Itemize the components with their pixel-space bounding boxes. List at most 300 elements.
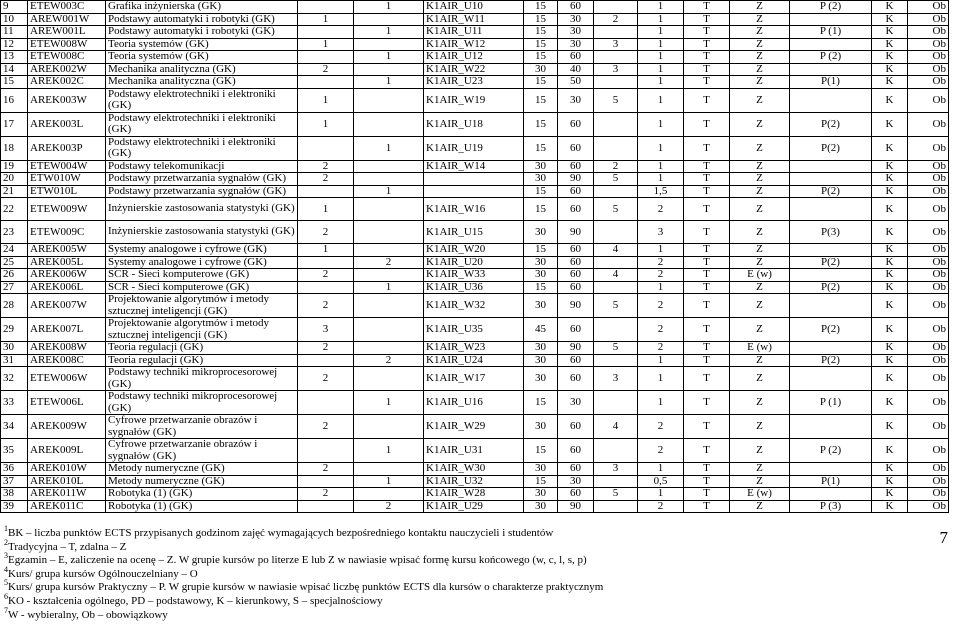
cell-form: T <box>684 463 730 476</box>
table-row <box>1 173 949 186</box>
cell-zzu-hours: 15 <box>524 391 558 415</box>
cell-ects: 2 <box>594 13 638 26</box>
cell-row-number: 20 <box>1 173 28 186</box>
cell-hours-a <box>298 76 354 89</box>
cell-bk-ects: 2 <box>638 439 684 463</box>
cell-course-code: AREK005W <box>28 244 106 257</box>
cell-course-status: Ob <box>908 63 949 76</box>
cell-bk-ects: 1 <box>638 76 684 89</box>
cell-course-code: AREK009W <box>28 415 106 439</box>
table-row <box>1 244 949 257</box>
cell-hours-a <box>298 1 354 14</box>
cell-hours-a: 2 <box>298 294 354 318</box>
cell-form: T <box>684 281 730 294</box>
cell-bk-ects: 1 <box>638 391 684 415</box>
cell-row-number: 9 <box>1 1 28 14</box>
cell-hours-b <box>354 463 424 476</box>
table-row <box>1 318 949 342</box>
cell-cnps-hours: 60 <box>558 256 594 269</box>
cell-cnps-hours: 60 <box>558 160 594 173</box>
cell-row-number: 17 <box>1 112 28 136</box>
cell-exam-form: E (w) <box>730 269 790 282</box>
cell-zzu-hours: 30 <box>524 294 558 318</box>
cell-practical <box>790 269 872 282</box>
cell-course-name: Teoria systemów (GK) <box>106 51 298 64</box>
cell-zzu-hours: 30 <box>524 173 558 186</box>
cell-exam-form: Z <box>730 38 790 51</box>
cell-bk-ects: 1 <box>638 13 684 26</box>
cell-course-status: Ob <box>908 342 949 355</box>
cell-zzu-hours: 15 <box>524 13 558 26</box>
cell-cnps-hours: 60 <box>558 269 594 282</box>
cell-learning-outcome: K1AIR_U16 <box>424 391 524 415</box>
cell-learning-outcome: K1AIR_U36 <box>424 281 524 294</box>
cell-learning-outcome: K1AIR_U11 <box>424 26 524 39</box>
cell-hours-b <box>354 13 424 26</box>
cell-zzu-hours: 30 <box>524 221 558 244</box>
footnote-text: Tradycyjna – T, zdalna – Z <box>8 540 127 553</box>
cell-hours-a <box>298 51 354 64</box>
cell-course-type: K <box>872 198 908 221</box>
cell-practical: P(2) <box>790 318 872 342</box>
cell-course-type: K <box>872 354 908 367</box>
cell-zzu-hours: 15 <box>524 112 558 136</box>
cell-course-code: ETEW008C <box>28 51 106 64</box>
cell-hours-a: 2 <box>298 63 354 76</box>
cell-course-status: Ob <box>908 88 949 112</box>
cell-cnps-hours: 90 <box>558 221 594 244</box>
cell-hours-b: 1 <box>354 1 424 14</box>
cell-course-code: AREK008W <box>28 342 106 355</box>
cell-course-name: Projektowanie algorytmów i metody sztucznej inteligencji (GK) <box>106 294 298 318</box>
cell-course-status: Ob <box>908 354 949 367</box>
cell-bk-ects: 2 <box>638 256 684 269</box>
cell-zzu-hours: 30 <box>524 160 558 173</box>
cell-bk-ects: 3 <box>638 221 684 244</box>
cell-course-code: ETEW009W <box>28 198 106 221</box>
cell-hours-a: 2 <box>298 488 354 501</box>
cell-exam-form: Z <box>730 367 790 391</box>
cell-practical: P(2) <box>790 112 872 136</box>
cell-learning-outcome: K1AIR_W16 <box>424 198 524 221</box>
cell-exam-form: Z <box>730 281 790 294</box>
cell-hours-b <box>354 244 424 257</box>
cell-row-number: 13 <box>1 51 28 64</box>
cell-practical: P(2) <box>790 136 872 160</box>
cell-practical: P (2) <box>790 51 872 64</box>
cell-hours-b <box>354 415 424 439</box>
cell-hours-a <box>298 475 354 488</box>
cell-row-number: 36 <box>1 463 28 476</box>
cell-zzu-hours: 30 <box>524 354 558 367</box>
cell-ects: 5 <box>594 88 638 112</box>
footnote-text: KO - kształcenia ogólnego, PD – podstawowy, K – kierunkowy, S – specjalnościowy <box>8 594 383 607</box>
cell-bk-ects: 1 <box>638 63 684 76</box>
cell-course-name: Mechanika analityczna (GK) <box>106 76 298 89</box>
cell-hours-b: 1 <box>354 185 424 198</box>
cell-exam-form: Z <box>730 63 790 76</box>
cell-zzu-hours: 15 <box>524 198 558 221</box>
cell-practical <box>790 38 872 51</box>
cell-learning-outcome: K1AIR_U15 <box>424 221 524 244</box>
cell-hours-a: 1 <box>298 198 354 221</box>
cell-row-number: 15 <box>1 76 28 89</box>
cell-cnps-hours: 30 <box>558 88 594 112</box>
cell-hours-a <box>298 391 354 415</box>
cell-course-name: Teoria systemów (GK) <box>106 38 298 51</box>
cell-ects <box>594 185 638 198</box>
cell-cnps-hours: 90 <box>558 294 594 318</box>
cell-row-number: 34 <box>1 415 28 439</box>
cell-zzu-hours: 15 <box>524 185 558 198</box>
cell-row-number: 29 <box>1 318 28 342</box>
cell-course-status: Ob <box>908 1 949 14</box>
cell-form: T <box>684 500 730 513</box>
cell-learning-outcome: K1AIR_U32 <box>424 475 524 488</box>
cell-cnps-hours: 30 <box>558 26 594 39</box>
cell-course-status: Ob <box>908 500 949 513</box>
footnote <box>4 524 934 541</box>
cell-practical: P(2) <box>790 354 872 367</box>
table-row <box>1 51 949 64</box>
cell-hours-b: 2 <box>354 500 424 513</box>
cell-exam-form: Z <box>730 51 790 64</box>
cell-course-type: K <box>872 1 908 14</box>
cell-cnps-hours: 30 <box>558 391 594 415</box>
cell-practical <box>790 342 872 355</box>
cell-cnps-hours: 60 <box>558 185 594 198</box>
cell-ects <box>594 475 638 488</box>
cell-form: T <box>684 221 730 244</box>
cell-zzu-hours: 15 <box>524 38 558 51</box>
cell-practical: P(2) <box>790 281 872 294</box>
table-row <box>1 88 949 112</box>
cell-hours-b: 1 <box>354 391 424 415</box>
table-row <box>1 281 949 294</box>
cell-row-number: 38 <box>1 488 28 501</box>
table-row <box>1 488 949 501</box>
cell-course-code: ETEW004W <box>28 160 106 173</box>
cell-course-name: SCR - Sieci komputerowe (GK) <box>106 269 298 282</box>
cell-learning-outcome: K1AIR_W33 <box>424 269 524 282</box>
cell-course-type: K <box>872 488 908 501</box>
cell-course-status: Ob <box>908 173 949 186</box>
cell-ects: 3 <box>594 38 638 51</box>
footnote-marker: 4 <box>4 564 8 574</box>
cell-course-name: Podstawy elektrotechniki i elektroniki (GK) <box>106 88 298 112</box>
cell-course-code: AREK007L <box>28 318 106 342</box>
cell-row-number: 33 <box>1 391 28 415</box>
cell-course-status: Ob <box>908 13 949 26</box>
cell-practical <box>790 13 872 26</box>
cell-hours-b <box>354 318 424 342</box>
cell-exam-form: Z <box>730 391 790 415</box>
cell-zzu-hours: 45 <box>524 318 558 342</box>
cell-course-type: K <box>872 63 908 76</box>
cell-bk-ects: 1 <box>638 51 684 64</box>
cell-hours-b: 1 <box>354 475 424 488</box>
cell-learning-outcome: K1AIR_U31 <box>424 439 524 463</box>
cell-cnps-hours: 90 <box>558 173 594 186</box>
cell-exam-form: Z <box>730 26 790 39</box>
footnote-marker: 3 <box>4 551 8 561</box>
cell-course-name: Podstawy automatyki i robotyki (GK) <box>106 26 298 39</box>
cell-course-type: K <box>872 51 908 64</box>
cell-learning-outcome: K1AIR_W11 <box>424 13 524 26</box>
cell-row-number: 37 <box>1 475 28 488</box>
cell-hours-b: 1 <box>354 136 424 160</box>
cell-course-type: K <box>872 463 908 476</box>
cell-hours-a: 1 <box>298 13 354 26</box>
cell-course-type: K <box>872 26 908 39</box>
cell-ects <box>594 318 638 342</box>
cell-cnps-hours: 60 <box>558 112 594 136</box>
cell-row-number: 28 <box>1 294 28 318</box>
cell-hours-a <box>298 185 354 198</box>
cell-form: T <box>684 185 730 198</box>
cell-cnps-hours: 60 <box>558 1 594 14</box>
cell-exam-form: Z <box>730 76 790 89</box>
cell-course-status: Ob <box>908 463 949 476</box>
cell-learning-outcome: K1AIR_W14 <box>424 160 524 173</box>
cell-course-name: Projektowanie algorytmów i metody sztucznej inteligencji (GK) <box>106 318 298 342</box>
cell-zzu-hours: 30 <box>524 256 558 269</box>
cell-hours-a: 2 <box>298 221 354 244</box>
cell-ects: 5 <box>594 342 638 355</box>
cell-course-code: AREK002C <box>28 76 106 89</box>
cell-course-status: Ob <box>908 136 949 160</box>
cell-hours-a: 2 <box>298 160 354 173</box>
cell-practical: P (2) <box>790 439 872 463</box>
table-row <box>1 342 949 355</box>
cell-practical: P (1) <box>790 391 872 415</box>
cell-course-type: K <box>872 173 908 186</box>
cell-course-status: Ob <box>908 475 949 488</box>
cell-zzu-hours: 30 <box>524 63 558 76</box>
footnote-text: Kurs/ grupa kursów Praktyczny – P. W grupie kursów w nawiasie wpisać liczbę punktów ECTS dla kursów o charakterze praktycznym <box>8 581 604 594</box>
cell-zzu-hours: 15 <box>524 439 558 463</box>
cell-practical <box>790 294 872 318</box>
cell-cnps-hours: 60 <box>558 415 594 439</box>
page-number: 7 <box>939 528 948 547</box>
cell-exam-form: Z <box>730 13 790 26</box>
cell-cnps-hours: 30 <box>558 13 594 26</box>
cell-learning-outcome: K1AIR_W17 <box>424 367 524 391</box>
cell-exam-form: Z <box>730 112 790 136</box>
cell-row-number: 19 <box>1 160 28 173</box>
cell-exam-form: Z <box>730 88 790 112</box>
table-row <box>1 160 949 173</box>
cell-form: T <box>684 294 730 318</box>
cell-practical <box>790 173 872 186</box>
cell-course-name: Teoria regulacji (GK) <box>106 354 298 367</box>
cell-course-code: AREK003P <box>28 136 106 160</box>
cell-hours-b <box>354 173 424 186</box>
cell-exam-form: Z <box>730 136 790 160</box>
cell-course-type: K <box>872 221 908 244</box>
cell-course-code: AREK006L <box>28 281 106 294</box>
cell-form: T <box>684 354 730 367</box>
cell-exam-form: Z <box>730 475 790 488</box>
table-row <box>1 269 949 282</box>
cell-hours-b: 1 <box>354 439 424 463</box>
cell-exam-form: Z <box>730 221 790 244</box>
table-row <box>1 367 949 391</box>
cell-form: T <box>684 269 730 282</box>
cell-form: T <box>684 38 730 51</box>
table-row <box>1 391 949 415</box>
footnote-text: Egzamin – E, zaliczenie na ocenę – Z. W grupie kursów po literze E lub Z w nawiasie wpisać formę kursu końcowego (w, c, l, s, p) <box>8 554 587 567</box>
table-row <box>1 439 949 463</box>
cell-hours-b: 1 <box>354 26 424 39</box>
cell-exam-form: Z <box>730 500 790 513</box>
cell-hours-a <box>298 281 354 294</box>
cell-exam-form: E (w) <box>730 488 790 501</box>
cell-row-number: 31 <box>1 354 28 367</box>
table-row <box>1 221 949 244</box>
cell-zzu-hours: 30 <box>524 269 558 282</box>
cell-practical <box>790 463 872 476</box>
cell-practical <box>790 244 872 257</box>
cell-ects: 5 <box>594 488 638 501</box>
cell-course-name: Podstawy elektrotechniki i elektroniki (GK) <box>106 136 298 160</box>
cell-form: T <box>684 415 730 439</box>
cell-ects <box>594 51 638 64</box>
cell-learning-outcome: K1AIR_U29 <box>424 500 524 513</box>
cell-exam-form: Z <box>730 463 790 476</box>
cell-bk-ects: 2 <box>638 500 684 513</box>
cell-learning-outcome: K1AIR_W12 <box>424 38 524 51</box>
cell-zzu-hours: 15 <box>524 76 558 89</box>
cell-zzu-hours: 15 <box>524 1 558 14</box>
cell-course-code: AREK006W <box>28 269 106 282</box>
cell-course-name: Podstawy telekomunikacji <box>106 160 298 173</box>
cell-practical: P(1) <box>790 76 872 89</box>
cell-bk-ects: 1 <box>638 112 684 136</box>
cell-cnps-hours: 60 <box>558 488 594 501</box>
cell-exam-form: E (w) <box>730 342 790 355</box>
cell-course-type: K <box>872 185 908 198</box>
footnote-text: Kurs/ grupa kursów Ogólnouczelniany – O <box>8 567 198 580</box>
cell-hours-b <box>354 63 424 76</box>
cell-bk-ects: 1 <box>638 173 684 186</box>
footnote <box>4 578 934 595</box>
cell-bk-ects: 1 <box>638 463 684 476</box>
cell-bk-ects: 1 <box>638 26 684 39</box>
cell-zzu-hours: 30 <box>524 500 558 513</box>
cell-hours-b <box>354 269 424 282</box>
cell-course-code: ETEW003C <box>28 1 106 14</box>
cell-practical <box>790 63 872 76</box>
cell-course-type: K <box>872 281 908 294</box>
cell-ects <box>594 221 638 244</box>
cell-bk-ects: 1 <box>638 244 684 257</box>
table-row <box>1 198 949 221</box>
cell-bk-ects: 2 <box>638 294 684 318</box>
cell-course-status: Ob <box>908 318 949 342</box>
cell-course-status: Ob <box>908 488 949 501</box>
cell-course-code: AREK007W <box>28 294 106 318</box>
cell-course-status: Ob <box>908 38 949 51</box>
cell-bk-ects: 1 <box>638 136 684 160</box>
footnote-marker: 1 <box>4 524 8 533</box>
cell-ects: 5 <box>594 294 638 318</box>
cell-hours-a <box>298 256 354 269</box>
cell-hours-b <box>354 198 424 221</box>
cell-course-code: AREK003W <box>28 88 106 112</box>
cell-form: T <box>684 342 730 355</box>
cell-cnps-hours: 40 <box>558 63 594 76</box>
cell-course-name: Inżynierskie zastosowania statystyki (GK) <box>106 221 298 244</box>
table-row <box>1 1 949 14</box>
cell-learning-outcome: K1AIR_W28 <box>424 488 524 501</box>
cell-bk-ects: 1 <box>638 354 684 367</box>
cell-course-code: ETEW009C <box>28 221 106 244</box>
cell-course-name: Robotyka (1) (GK) <box>106 500 298 513</box>
cell-course-code: AREK002W <box>28 63 106 76</box>
cell-zzu-hours: 30 <box>524 342 558 355</box>
cell-bk-ects: 2 <box>638 415 684 439</box>
cell-form: T <box>684 51 730 64</box>
cell-practical <box>790 198 872 221</box>
cell-course-code: ETEW008W <box>28 38 106 51</box>
cell-zzu-hours: 15 <box>524 281 558 294</box>
cell-zzu-hours: 30 <box>524 463 558 476</box>
cell-course-name: Podstawy automatyki i robotyki (GK) <box>106 13 298 26</box>
table-row <box>1 26 949 39</box>
cell-course-status: Ob <box>908 415 949 439</box>
cell-ects: 3 <box>594 367 638 391</box>
cell-course-status: Ob <box>908 256 949 269</box>
cell-exam-form: Z <box>730 415 790 439</box>
cell-learning-outcome <box>424 185 524 198</box>
cell-course-code: AREK008C <box>28 354 106 367</box>
cell-course-type: K <box>872 367 908 391</box>
cell-cnps-hours: 30 <box>558 475 594 488</box>
cell-course-name: Grafika inżynierska (GK) <box>106 1 298 14</box>
cell-ects: 3 <box>594 63 638 76</box>
cell-cnps-hours: 60 <box>558 244 594 257</box>
cell-practical <box>790 160 872 173</box>
cell-hours-b <box>354 112 424 136</box>
cell-form: T <box>684 173 730 186</box>
cell-course-code: AREK009L <box>28 439 106 463</box>
cell-form: T <box>684 13 730 26</box>
cell-course-type: K <box>872 76 908 89</box>
cell-course-status: Ob <box>908 367 949 391</box>
cell-course-type: K <box>872 391 908 415</box>
cell-course-type: K <box>872 269 908 282</box>
cell-course-name: Robotyka (1) (GK) <box>106 488 298 501</box>
footnote <box>4 605 934 623</box>
cell-cnps-hours: 60 <box>558 198 594 221</box>
cell-practical: P(2) <box>790 185 872 198</box>
cell-hours-a: 1 <box>298 88 354 112</box>
cell-hours-b: 1 <box>354 281 424 294</box>
cell-hours-a: 2 <box>298 367 354 391</box>
cell-zzu-hours: 30 <box>524 415 558 439</box>
cell-hours-b: 2 <box>354 256 424 269</box>
table-row <box>1 463 949 476</box>
cell-course-code: ETEW006L <box>28 391 106 415</box>
cell-cnps-hours: 60 <box>558 51 594 64</box>
cell-row-number: 32 <box>1 367 28 391</box>
cell-form: T <box>684 439 730 463</box>
table-row <box>1 256 949 269</box>
cell-course-code: AREK011W <box>28 488 106 501</box>
footnote-marker: 7 <box>4 605 8 615</box>
cell-row-number: 21 <box>1 185 28 198</box>
